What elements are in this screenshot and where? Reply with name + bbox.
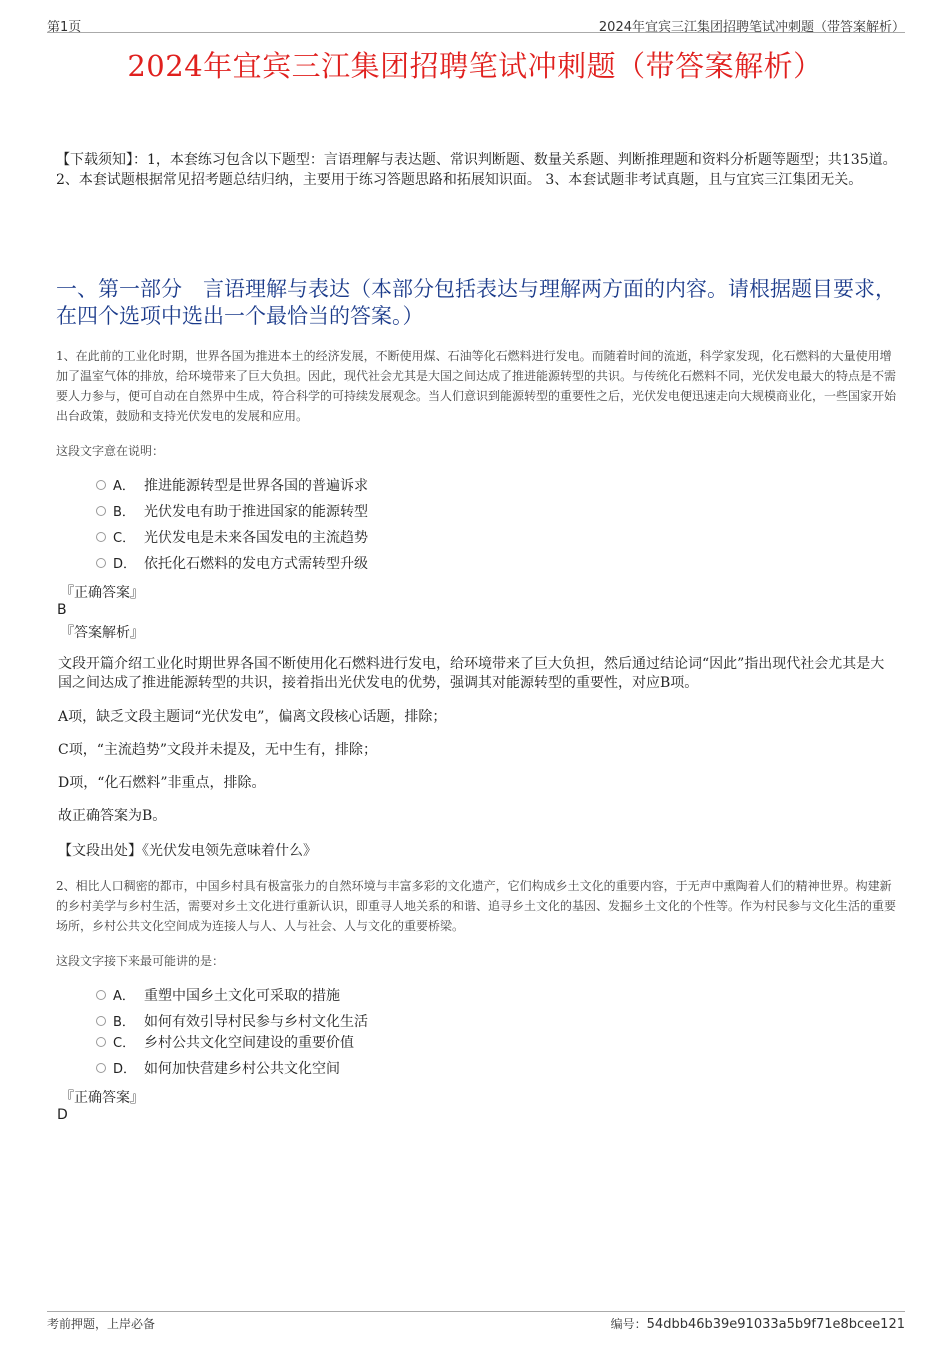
radio-icon[interactable] bbox=[96, 1037, 106, 1047]
q1-analysis-conclusion: 故正确答案为B。 bbox=[58, 808, 167, 824]
radio-icon[interactable] bbox=[96, 1063, 106, 1073]
header-doc-title: 2024年宜宾三江集团招聘笔试冲刺题（带答案解析） bbox=[598, 20, 905, 35]
section-heading: 一、第一部分 言语理解与表达（本部分包括表达与理解两方面的内容。请根据题目要求，在四个选项中选出一个最恰当的答案。） bbox=[56, 277, 896, 328]
q2-option-c[interactable]: C． 乡村公共文化空间建设的重要价值 bbox=[96, 1033, 354, 1053]
q2-option-a[interactable]: A． 重塑中国乡土文化可采取的措施 bbox=[96, 986, 340, 1006]
radio-icon[interactable] bbox=[96, 558, 106, 568]
q1-analysis-label: 『答案解析』 bbox=[60, 625, 144, 641]
radio-icon[interactable] bbox=[96, 990, 106, 1000]
radio-icon[interactable] bbox=[96, 1016, 106, 1026]
q1-option-a[interactable]: A． 推进能源转型是世界各国的普遍诉求 bbox=[96, 476, 368, 496]
q2-option-d[interactable]: D． 如何加快营建乡村公共文化空间 bbox=[96, 1059, 340, 1079]
radio-icon[interactable] bbox=[96, 480, 106, 490]
q1-analysis-c: C项，“主流趋势”文段并未提及，无中生有，排除； bbox=[58, 742, 378, 758]
document-title: 2024年宜宾三江集团招聘笔试冲刺题（带答案解析） bbox=[127, 49, 823, 83]
page-number: 第1页 bbox=[47, 20, 82, 35]
question-2-text: 2、相比人口稠密的都市，中国乡村具有极富张力的自然环境与丰富多彩的文化遗产，它们构成乡土文化的重要内容，于无声中熏陶着人们的精神世界。构建新的乡村美学与乡村生活，需要对乡土文化进行重新认识，即重寻人地关系的和谐、追寻乡土文化的基因、发掘乡土文化的个性等。作为村民参与文化生活的重要场所，乡村公共文化空间成为连接人与人、人与社会、人与文化的重要桥梁。 bbox=[56, 879, 897, 933]
radio-icon[interactable] bbox=[96, 506, 106, 516]
q2-answer-label: 『正确答案』 bbox=[60, 1090, 144, 1106]
page-footer bbox=[47, 1311, 905, 1332]
footer-code: 编号：54dbb46b39e91033a5b9f71e8bcee121 bbox=[610, 1317, 905, 1332]
q1-analysis-d: D项，“化石燃料”非重点，排除。 bbox=[58, 775, 266, 791]
page-header bbox=[47, 14, 905, 33]
radio-icon[interactable] bbox=[96, 532, 106, 542]
q2-answer: D bbox=[57, 1107, 68, 1123]
q1-answer: B bbox=[57, 602, 67, 618]
footer-slogan: 考前押题，上岸必备 bbox=[47, 1317, 156, 1331]
q1-source: 【文段出处】《光伏发电领先意味着什么》 bbox=[58, 843, 317, 859]
question-1-prompt: 这段文字意在说明： bbox=[56, 444, 165, 458]
q1-option-b[interactable]: B． 光伏发电有助于推进国家的能源转型 bbox=[96, 502, 368, 522]
question-2-prompt: 这段文字接下来最可能讲的是： bbox=[56, 954, 225, 968]
q1-answer-label: 『正确答案』 bbox=[60, 585, 144, 601]
download-notice: 【下载须知】：1，本套练习包含以下题型：言语理解与表达题、常识判断题、数量关系题、判断推理题和资料分析题等题型；共135道。 2、本套试题根据常见招考题总结归纳，主要用于练习答题思路和拓展知识面。 3、本套试题非考试真题，且与宜宾三江集团无关。 bbox=[56, 152, 897, 188]
q1-option-d[interactable]: D． 依托化石燃料的发电方式需转型升级 bbox=[96, 554, 368, 574]
q2-option-b[interactable]: B． 如何有效引导村民参与乡村文化生活 bbox=[96, 1012, 368, 1032]
q1-option-c[interactable]: C． 光伏发电是未来各国发电的主流趋势 bbox=[96, 528, 368, 548]
q1-analysis-main: 文段开篇介绍工业化时期世界各国不断使用化石燃料进行发电，给环境带来了巨大负担，然后通过结论词“因此”指出现代社会尤其是大国之间达成了推进能源转型的共识，接着指出光伏发电的优势，强调其对能源转型的重要性，对应B项。 bbox=[58, 656, 885, 691]
q1-analysis-a: A项，缺乏文段主题词“光伏发电”，偏离文段核心话题，排除； bbox=[58, 709, 447, 725]
question-1-text: 1、在此前的工业化时期，世界各国为推进本土的经济发展，不断使用煤、石油等化石燃料进行发电。而随着时间的流逝，科学家发现，化石燃料的大量使用增加了温室气体的排放，给环境带来了巨大负担。因此，现代社会尤其是大国之间达成了推进能源转型的共识。与传统化石燃料不同，光伏发电最大的特点是不需要人力参与，便可自动在自然界中生成，符合科学的可持续发展观念。当人们意识到能源转型的重要性之后，光伏发电便迅速走向大规模商业化，一些国家开始出台政策，鼓励和支持光伏发电的发展和应用。 bbox=[56, 349, 897, 423]
